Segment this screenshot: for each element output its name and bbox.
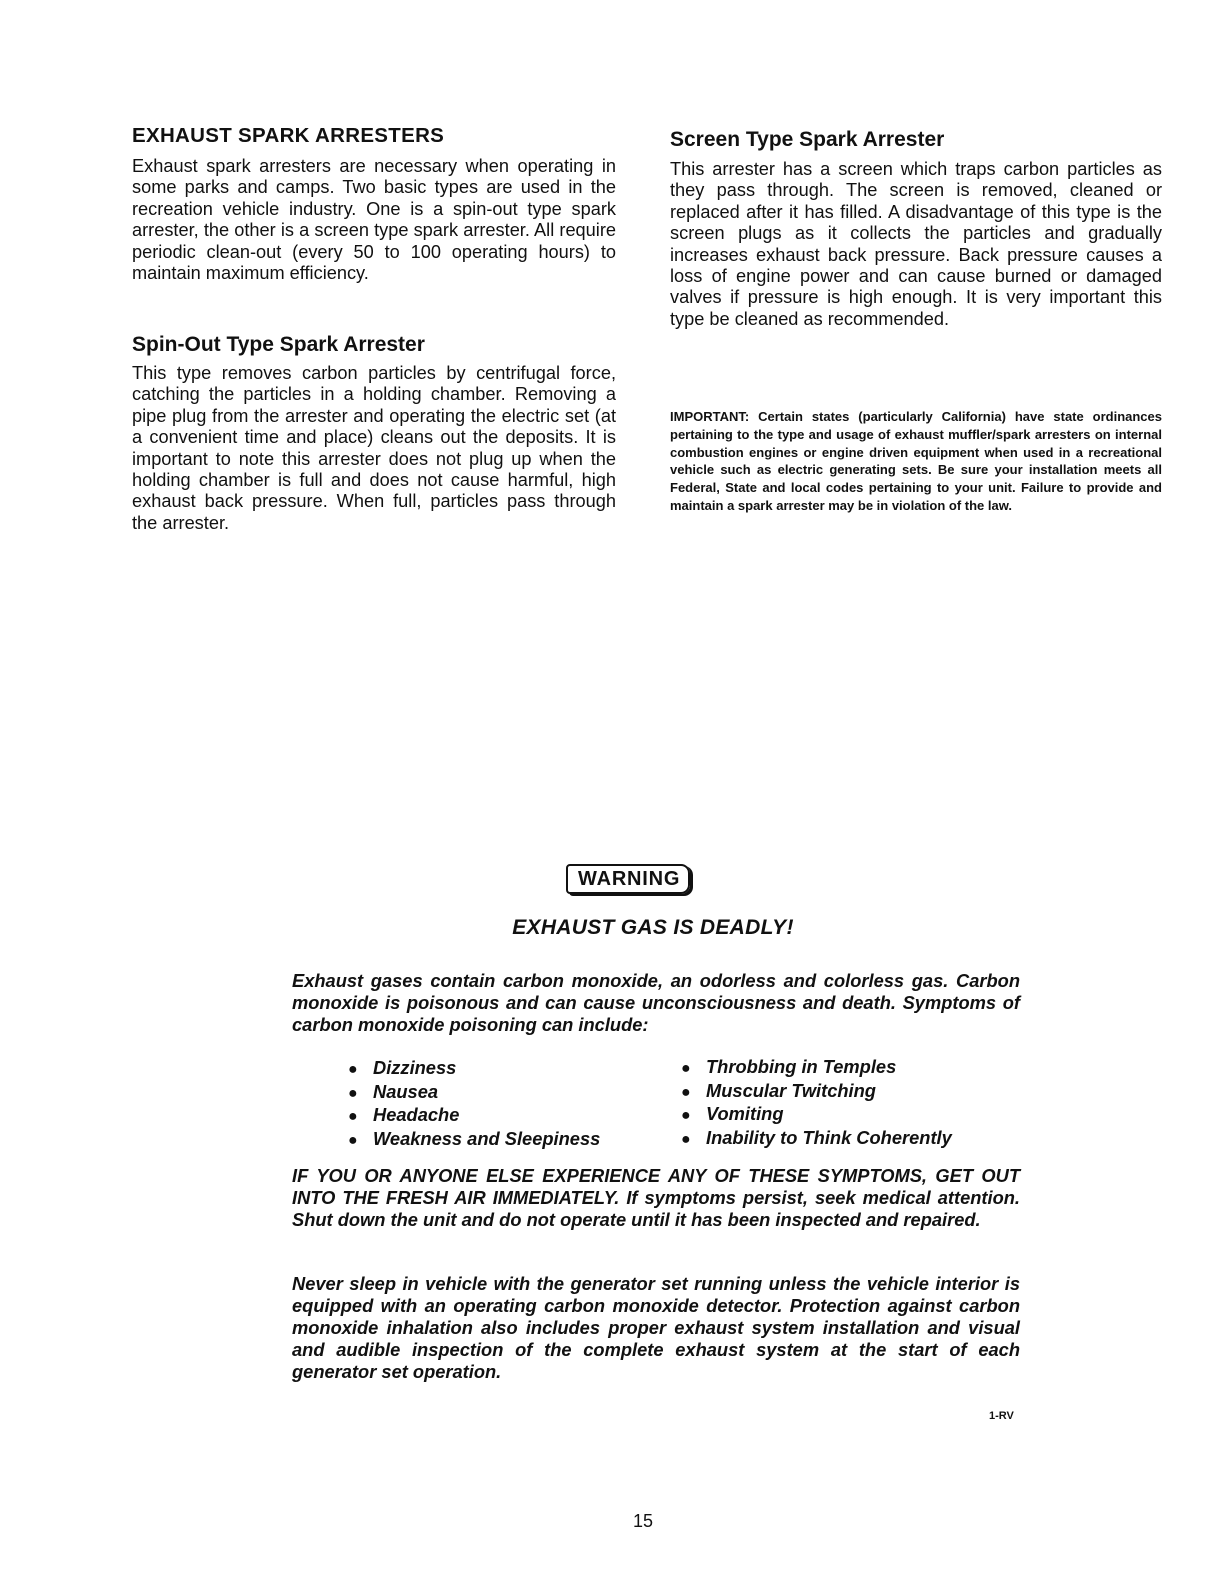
bullet-icon: ● [681, 1130, 691, 1148]
list-item: ● Dizziness [348, 1057, 600, 1081]
important-notice: IMPORTANT: Certain states (particularly California) have state ordinances pertaining to the type and usage of exhaust muffler/spark arresters on internal combustion engines or engine driven equipment when used in a recreational vehicle such as electric generating sets. Be sure your installation meets all Federal, State and local codes pertaining to your unit. Failure to provide and maintain a spark arrester may be in violation of the law. [670, 409, 1162, 513]
bullet-icon: ● [681, 1060, 691, 1077]
list-item: ● Nausea [348, 1081, 600, 1105]
screen-paragraph: This arrester has a screen which traps carbon particles as they pass through. The screen is removed, cleaned or replaced after it has filled. A disadvantage of this type is the screen plugs as it collects the particles and gradually increases exhaust back pressure. Back pressure causes a loss of engine power and can cause burned or damaged valves if pressure is high enough. It is very important this type be cleaned as recommended. [670, 159, 1162, 329]
warning-intro: Exhaust gases contain carbon monoxide, an odorless and colorless gas. Carbon monoxide is poisonous and can cause unconsciousness and death. Symptoms of carbon monoxide poisoning can include: [292, 970, 1020, 1035]
warning-never-sleep: Never sleep in vehicle with the generator set running unless the vehicle interior is equipped with an operating carbon monoxide detector. Protection against carbon monoxide inhalation also includes proper exhaust system installation and visual and audible inspection of the complete exhaust system at the start of each generator set operation. [292, 1273, 1020, 1382]
list-item: ● Vomiting [681, 1103, 952, 1127]
bullet-icon: ● [681, 1107, 691, 1125]
bullet-icon: ● [348, 1084, 358, 1102]
bullet-icon: ● [348, 1131, 358, 1149]
list-item: ● Inability to Think Coherently [681, 1127, 952, 1151]
warning-title: EXHAUST GAS IS DEADLY! [512, 916, 794, 939]
page-number: 15 [632, 1511, 654, 1531]
bullet-icon: ● [348, 1108, 358, 1126]
list-item: ● Headache [348, 1104, 600, 1128]
screen-heading: Screen Type Spark Arrester [670, 128, 945, 151]
spinout-paragraph: This type removes carbon particles by centrifugal force, catching the particles in a holding chamber. Removing a pipe plug from the arrester and operating the electric set (at a convenient time and place) cleans out the deposits. It is important to note this arrester does not plug up when the holding chamber is full and does not cause harmful, high exhaust back pressure. When full, particles pass through the arrester. [132, 363, 616, 533]
list-item: ● Muscular Twitching [681, 1080, 952, 1104]
warning-badge [566, 864, 690, 894]
intro-paragraph: Exhaust spark arresters are necessary when operating in some parks and camps. Two basic types are used in the recreation vehicle industry. One is a spin-out type spark arrester, the other is a screen type spark arrester. All require periodic clean-out (every 50 to 100 operating hours) to maintain maximum efficiency. [132, 156, 616, 284]
document-code: 1-RV [989, 1410, 1014, 1422]
symptoms-list-right [681, 1056, 952, 1150]
warning-label: WARNING [566, 864, 690, 894]
section-heading: EXHAUST SPARK ARRESTERS [132, 124, 445, 147]
warning-action: IF YOU OR ANYONE ELSE EXPERIENCE ANY OF THESE SYMPTOMS, GET OUT INTO THE FRESH AIR IMMEDIATELY. If symptoms persist, seek medical attention. Shut down the unit and do not operate until it has been inspected and repaired. [292, 1165, 1020, 1230]
bullet-icon: ● [681, 1083, 691, 1101]
spinout-heading: Spin-Out Type Spark Arrester [132, 333, 425, 356]
list-item: ● Weakness and Sleepiness [348, 1128, 600, 1152]
list-item: ● Throbbing in Temples [681, 1056, 952, 1080]
symptoms-list-left [348, 1057, 600, 1151]
bullet-icon: ● [348, 1061, 358, 1078]
